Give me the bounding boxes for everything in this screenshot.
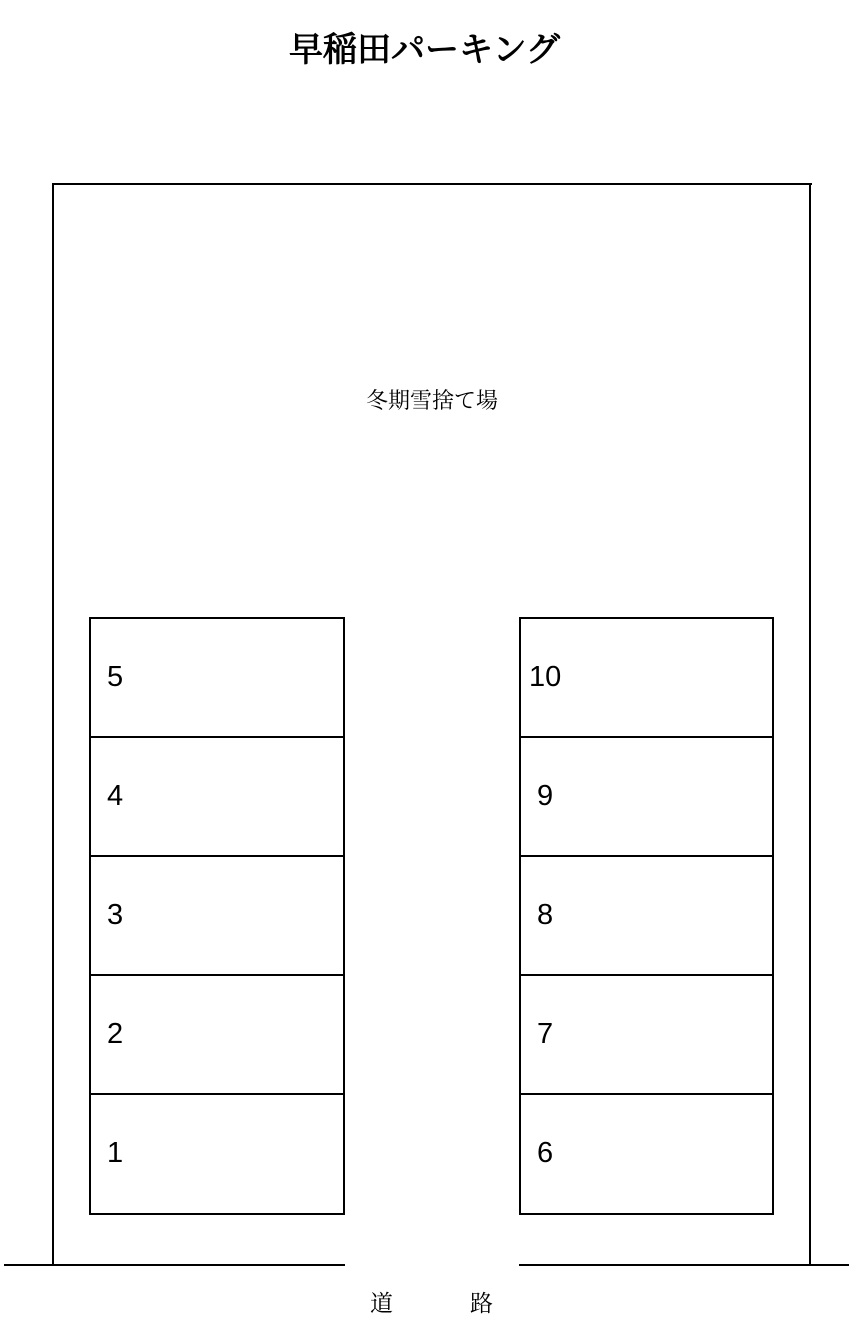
parking-slot[interactable] xyxy=(519,974,774,1095)
road-edge-right xyxy=(519,1264,849,1266)
lot-boundary-left xyxy=(52,183,54,1266)
road-label-right: 路 xyxy=(470,1291,493,1317)
page-title: 早稲田パーキング xyxy=(289,30,560,70)
slot-number: 6 xyxy=(537,1137,554,1169)
slot-number: 7 xyxy=(537,1018,554,1050)
parking-slot[interactable] xyxy=(519,617,774,738)
parking-slot[interactable] xyxy=(519,855,774,976)
slot-number: 8 xyxy=(537,899,554,931)
slot-number: 9 xyxy=(537,780,554,812)
parking-slot[interactable] xyxy=(89,617,345,738)
slot-number: 10 xyxy=(529,661,562,693)
slot-number: 1 xyxy=(107,1137,124,1169)
slot-number: 4 xyxy=(107,780,124,812)
slot-number: 2 xyxy=(107,1018,124,1050)
slot-number: 5 xyxy=(107,661,124,693)
parking-slot[interactable] xyxy=(89,1093,345,1215)
parking-slot[interactable] xyxy=(519,736,774,857)
lot-boundary-top xyxy=(52,183,812,185)
parking-slot[interactable] xyxy=(89,855,345,976)
road-label-left: 道 xyxy=(370,1291,393,1317)
parking-slot[interactable] xyxy=(89,736,345,857)
parking-slot[interactable] xyxy=(519,1093,774,1215)
snow-dump-area-label: 冬期雪捨て場 xyxy=(365,389,498,414)
lot-boundary-right xyxy=(809,183,811,1266)
slot-number: 3 xyxy=(107,899,124,931)
road-edge-left xyxy=(4,1264,345,1266)
parking-slot[interactable] xyxy=(89,974,345,1095)
